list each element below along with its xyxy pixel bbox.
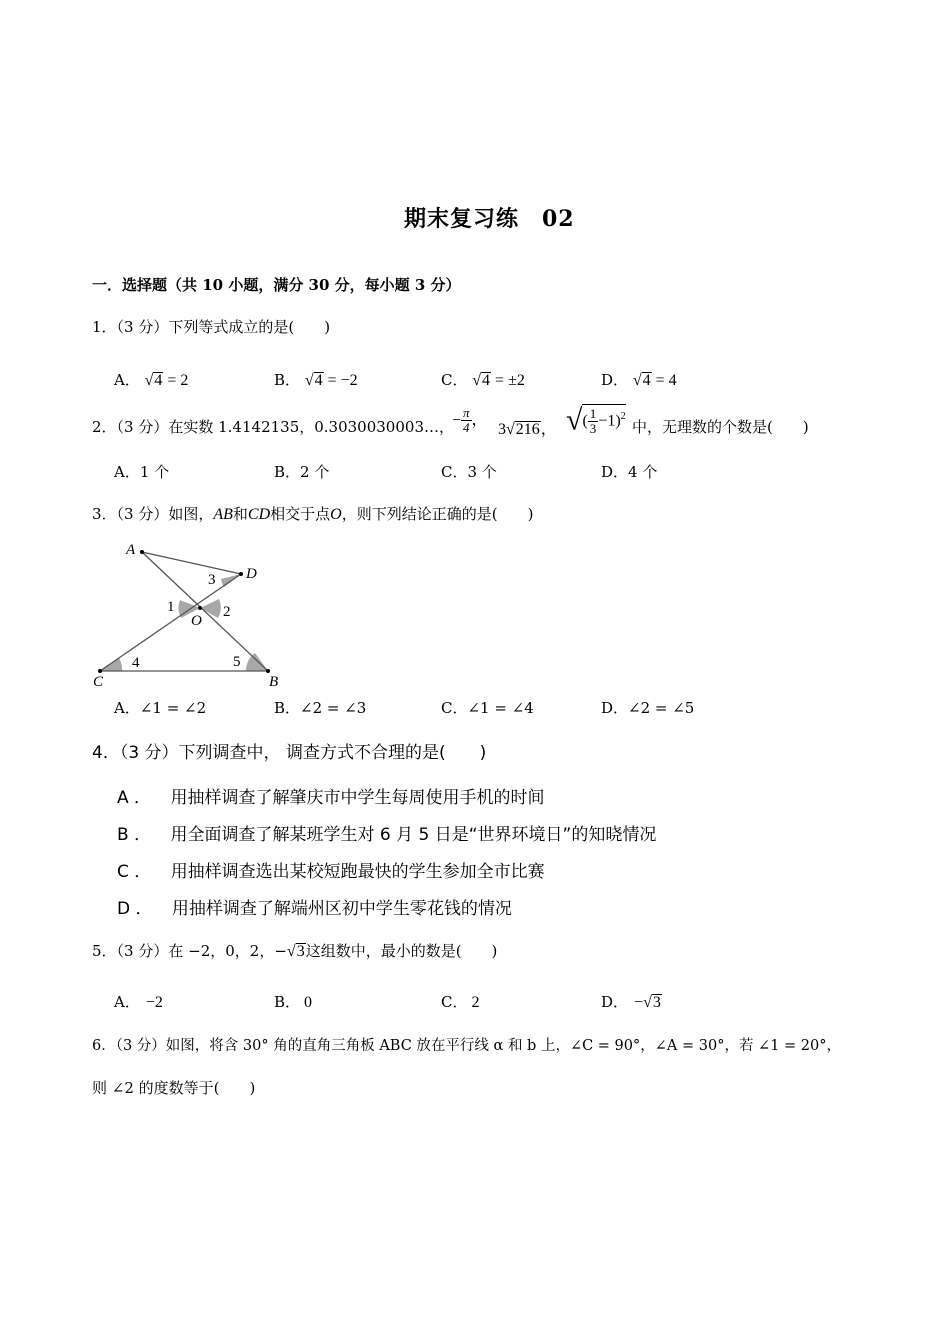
q2-sqrt-expression: √( $\frac{1}{3}$ −1)$^2$ bbox=[566, 403, 626, 437]
question-6-line-1: 6．（3 分）如图，将含 30° 角的直角三角板 ABC 放在平行线 α 和 b 上，∠C = 90°，∠A = 30°，若 ∠1 = 20°， bbox=[92, 1038, 841, 1054]
point-o bbox=[198, 606, 202, 610]
option-label: D． bbox=[601, 371, 629, 389]
line-cd bbox=[100, 574, 241, 671]
section-heading: 一．选择题（共 10 小题，满分 30 分，每小题 3 分） bbox=[92, 276, 461, 294]
option-label: A． bbox=[114, 371, 140, 389]
point-b bbox=[266, 669, 270, 673]
label-a: A bbox=[126, 542, 136, 558]
q4-option-a[interactable] bbox=[117, 783, 544, 808]
q2-option-d[interactable]: D．4 个 bbox=[601, 463, 658, 481]
question-2-stem-start: 2．（3 分）在实数 1.4142135，0.3030030003…， bbox=[92, 418, 454, 436]
point-a bbox=[140, 550, 144, 554]
q5-option-c[interactable]: C． 2 bbox=[441, 993, 480, 1011]
label-d: D bbox=[246, 566, 257, 582]
question-1-stem: 1．（3 分）下列等式成立的是( ) bbox=[92, 318, 331, 336]
q1-option-a[interactable] bbox=[114, 369, 188, 390]
q3-option-d[interactable]: D．∠2 = ∠5 bbox=[601, 699, 695, 717]
label-b: B bbox=[269, 674, 279, 690]
option-label: C． bbox=[441, 371, 468, 389]
q2-neg-pi-over-4: − $\frac{\pi}{4}$ ， bbox=[452, 405, 488, 436]
label-angle-4: 4 bbox=[132, 655, 140, 671]
q3-option-c[interactable]: C．∠1 = ∠4 bbox=[441, 699, 534, 717]
option-expression: √4 = 4 bbox=[632, 372, 677, 389]
option-label: D ． bbox=[117, 899, 153, 919]
option-text: 用抽样调查了解肇庆市中学生每周使用手机的时间 bbox=[170, 788, 545, 808]
question-3-stem: 3．（3 分）如图，AB和CD相交于点O，则下列结论正确的是( ) bbox=[92, 505, 534, 523]
label-angle-1: 1 bbox=[167, 599, 175, 615]
label-angle-5: 5 bbox=[233, 654, 241, 670]
q3-option-b[interactable]: B．∠2 = ∠3 bbox=[274, 699, 367, 717]
question-5-stem: 5．（3 分）在 −2，0，2，−√3这组数中，最小的数是( ) bbox=[92, 942, 498, 960]
label-o: O bbox=[191, 613, 202, 629]
q3-intersecting-lines-figure bbox=[90, 538, 290, 690]
page-title: 期末复习练 02 bbox=[404, 206, 575, 232]
option-text: 用全面调查了解某班学生对 6 月 5 日是“世界环境日”的知晓情况 bbox=[170, 825, 657, 845]
option-expression: √4 = ±2 bbox=[472, 372, 525, 389]
option-label: C ． bbox=[117, 862, 152, 882]
label-c: C bbox=[93, 674, 104, 690]
q2-option-c[interactable]: C．3 个 bbox=[441, 463, 497, 481]
q1-option-c[interactable] bbox=[441, 369, 525, 390]
option-text: 用抽样调查了解端州区初中学生零花钱的情况 bbox=[171, 899, 512, 919]
q4-option-c[interactable] bbox=[117, 857, 545, 882]
angle-2-fill bbox=[200, 599, 221, 618]
option-label: B． bbox=[274, 371, 301, 389]
q5-option-b[interactable]: B． 0 bbox=[274, 993, 313, 1011]
q5-option-a[interactable]: A． −2 bbox=[114, 993, 163, 1011]
q4-option-d[interactable] bbox=[117, 894, 512, 919]
segment-ad bbox=[142, 552, 241, 574]
question-4-stem: 4．（3 分）下列调查中， 调查方式不合理的是( ) bbox=[92, 743, 487, 763]
q5-option-d[interactable]: D． −√3 bbox=[601, 993, 661, 1011]
label-angle-2: 2 bbox=[223, 604, 231, 620]
question-2-stem-end: 中，无理数的个数是( ) bbox=[632, 418, 809, 436]
q4-option-b[interactable] bbox=[117, 820, 656, 845]
option-label: B ． bbox=[117, 825, 152, 845]
q2-cube-root-216: 3√216， bbox=[498, 421, 557, 438]
q3-option-a[interactable]: A．∠1 = ∠2 bbox=[114, 699, 207, 717]
point-d bbox=[239, 572, 243, 576]
label-angle-3: 3 bbox=[208, 572, 216, 588]
point-c bbox=[98, 669, 102, 673]
q1-option-d[interactable] bbox=[601, 369, 677, 390]
question-6-line-2: 则 ∠2 的度数等于( ) bbox=[92, 1079, 256, 1097]
q2-option-b[interactable]: B．2 个 bbox=[274, 463, 330, 481]
option-text: 用抽样调查选出某校短跑最快的学生参加全市比赛 bbox=[170, 862, 545, 882]
option-label: A ． bbox=[117, 788, 152, 808]
q2-option-a[interactable]: A．1 个 bbox=[114, 463, 170, 481]
option-expression: √4 = 2 bbox=[144, 372, 189, 389]
q1-option-b[interactable] bbox=[274, 369, 358, 390]
option-expression: √4 = −2 bbox=[304, 372, 358, 389]
